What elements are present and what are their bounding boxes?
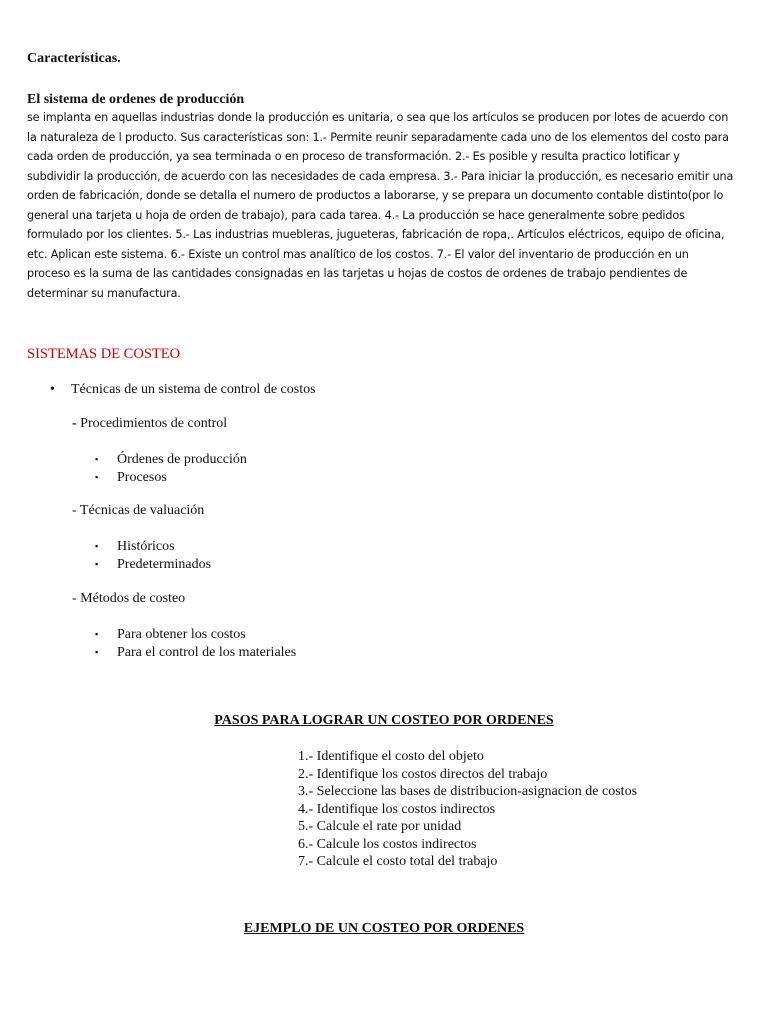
steps-list	[298, 748, 637, 871]
step-item: 7.- Calcule el costo total del trabajo	[298, 854, 498, 869]
section-title-sistemas-costeo: SISTEMAS DE COSTEO	[27, 346, 181, 362]
list-item	[95, 469, 247, 487]
group-label-metodos	[72, 591, 185, 607]
list-item-text: Para el control de los materiales	[117, 644, 297, 660]
group-list-metodos	[95, 626, 296, 661]
dash-icon: -	[72, 503, 80, 518]
group-label-text: Métodos de costeo	[80, 591, 186, 606]
step-item: 6.- Calcule los costos indirectos	[298, 836, 477, 852]
bullet-dot-icon: •	[50, 382, 55, 397]
main-bullet-text: Técnicas de un sistema de control de costos	[71, 382, 316, 397]
paragraph-line: cada orden de producción, ya sea terminada o en proceso de transformación. 2.- Es posible y resulta practico lotificar y	[27, 150, 680, 163]
characteristics-paragraph	[27, 108, 747, 303]
dash-icon: -	[72, 416, 81, 431]
square-bullet-icon: ▪	[95, 471, 99, 482]
paragraph-line: formulado por los clientes. 5.- Las industrias muebleras, jugueteras, fabricación de ropa,. Artículos eléctricos, equipo de oficina,	[27, 228, 725, 241]
paragraph-line: orden de fabricación, donde se detalla el numero de productos a laborarse, y se prepara un documento contable distinto(por lo	[27, 189, 724, 202]
square-bullet-icon: ▪	[95, 454, 99, 464]
dash-icon: -	[72, 591, 81, 606]
list-item-text: Para obtener los costos	[117, 627, 246, 642]
group-list-procedimientos	[95, 451, 247, 486]
group-list-valuacion	[95, 538, 211, 573]
list-item	[95, 644, 296, 662]
step-item: 2.- Identifique los costos directos del trabajo	[298, 766, 548, 782]
example-title: EJEMPLO DE UN COSTEO POR ORDENES	[243, 921, 525, 936]
square-bullet-icon: ▪	[95, 541, 99, 551]
paragraph-line: se implanta en aquellas industrias donde la producción es unitaria, o sea que los artículos se producen por lotes de acuerdo con	[27, 111, 729, 124]
list-item-text: Históricos	[117, 539, 175, 554]
paragraph-line: general una tarjeta u hoja de orden de trabajo), para cada tarea. 4.- La producción se hace generalmente sobre pedidos	[27, 208, 685, 222]
step-item: 3.- Seleccione las bases de distribucion-asignacion de costos	[298, 784, 638, 799]
square-bullet-icon: ▪	[95, 558, 99, 569]
paragraph-line: la naturaleza de l producto. Sus características son: 1.- Permite reunir separadamente cada uno de los elementos del costo para	[27, 130, 729, 144]
group-label-procedimientos	[72, 416, 227, 432]
step-item: 1.- Identifique el costo del objeto	[298, 749, 484, 764]
step-item: 4.- Identifique los costos indirectos	[298, 801, 496, 817]
group-label-valuacion	[72, 503, 204, 519]
list-item-text: Predeterminados	[117, 556, 212, 572]
step-item: 5.- Calcule el rate por unidad	[298, 819, 462, 834]
paragraph-line: proceso es la suma de las cantidades consignadas en las tarjetas u hojas de costos de ordenes de trabajo pendientes de	[27, 267, 688, 280]
heading-caracteristicas: Características.	[27, 51, 121, 66]
list-item	[95, 556, 211, 574]
paragraph-line: subdividir la producción, de acuerdo con las necesidades de cada empresa. 3.- Para iniciar la producción, es necesario emitir una	[27, 169, 734, 183]
square-bullet-icon: ▪	[95, 629, 99, 639]
group-label-text: Procedimientos de control	[80, 416, 228, 431]
main-bullet-item	[50, 382, 316, 398]
paragraph-line: etc. Aplican este sistema. 6.- Existe un control mas analítico de los costos. 7.- El valor del inventario de producción en un	[27, 247, 689, 261]
paragraph-line: determinar su manufactura.	[27, 286, 181, 300]
steps-title: PASOS PARA LOGRAR UN COSTEO POR ORDENES	[214, 713, 554, 728]
list-item	[95, 626, 296, 644]
list-item-text: Órdenes de producción	[117, 452, 247, 467]
list-item	[95, 538, 211, 556]
list-item	[95, 451, 247, 469]
group-label-text: Técnicas de valuación	[79, 503, 205, 518]
list-item-text: Procesos	[117, 469, 167, 485]
subheading-sistema-ordenes: El sistema de ordenes de producción	[27, 92, 245, 107]
square-bullet-icon: ▪	[95, 646, 99, 657]
